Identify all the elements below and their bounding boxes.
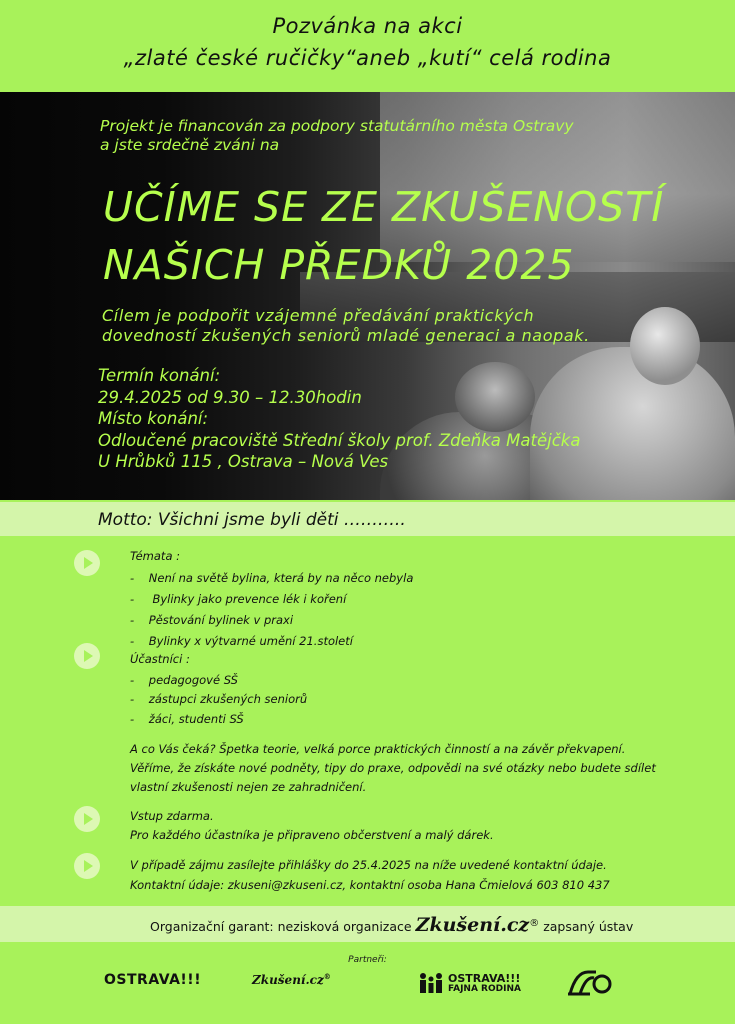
- contact-line-1: V případě zájmu zasílejte přihlášky do 25.4.2025 na níže uvedené kontaktní údaje.: [130, 858, 607, 872]
- expect-line-2: Věříme, že získáte nové podněty, tipy do praxe, odpovědi na své otázky nebo budete sdílet: [130, 761, 656, 775]
- header-line-2: „zlaté české ručičky“aneb „kutí“ celá rodina: [123, 46, 612, 70]
- list-item: - Bylinky jako prevence lék i koření: [130, 592, 347, 606]
- goal-line-1: Cílem je podpořit vzájemné předávání praktických: [102, 306, 535, 325]
- term-label: Termín konání:: [98, 366, 221, 385]
- list-item: - žáci, studenti SŠ: [130, 712, 244, 726]
- play-bullet-icon: [74, 806, 100, 832]
- term-value: 29.4.2025 od 9.30 – 12.30hodin: [98, 387, 362, 407]
- event-title-line-2: NAŠICH PŘEDKŮ 2025: [103, 241, 575, 289]
- intro-line-2: a jste srdečně zváni na: [100, 136, 280, 154]
- event-info: [98, 365, 580, 473]
- list-item: - Pěstování bylinek v praxi: [130, 613, 294, 627]
- place-line-2: U Hrůbků 115 , Ostrava – Nová Ves: [98, 452, 389, 471]
- play-bullet-icon: [74, 550, 100, 576]
- play-bullet-icon: [74, 853, 100, 879]
- event-title-line-1: UČÍME SE ZE ZKUŠENOSTÍ: [103, 183, 665, 231]
- topics-label: Témata :: [130, 549, 181, 563]
- zkuseni-logo: Zkušení.cz®: [252, 972, 331, 987]
- ostrava-logo: OSTRAVA!!!: [104, 972, 202, 988]
- contact-line-2: Kontaktní údaje: zkuseni@zkuseni.cz, kontaktní osoba Hana Čmielová 603 810 437: [130, 878, 610, 892]
- logo3-bottom: FAJNA RODINA: [448, 984, 521, 994]
- entry-line-1: Vstup zdarma.: [130, 809, 214, 823]
- place-label: Místo konání:: [98, 409, 209, 428]
- organizer-line: [150, 914, 633, 936]
- organizer-brand-logo: Zkušení.cz: [415, 914, 530, 936]
- place-line-1: Odloučené pracoviště Střední školy prof. Zdeňka Matějčka: [98, 430, 581, 450]
- motto: Motto: Všichni jsme byli děti ………..: [98, 510, 406, 530]
- expect-line-1: A co Vás čeká? Špetka teorie, velká porce praktických činností a na závěr překvapení.: [130, 742, 626, 756]
- registered-mark: ®: [529, 917, 540, 929]
- participants-label: Účastníci :: [130, 652, 190, 666]
- goal-line-2: dovedností zkušených seniorů mladé generaci a naopak.: [102, 326, 590, 345]
- list-item: - pedagogové SŠ: [130, 673, 238, 687]
- family-icon: [418, 972, 444, 994]
- list-item: - Není na světě bylina, která by na něco nebyla: [130, 571, 414, 585]
- header-line-1: Pozvánka na akci: [272, 14, 463, 38]
- logo3-top: OSTRAVA!!!: [448, 972, 521, 985]
- goal-text: [102, 306, 590, 346]
- entry-line-2: Pro každého účastníka je připraveno občerstvení a malý dárek.: [130, 828, 494, 842]
- expect-line-3: vlastní zkušenosti nejen ze zahradničení.: [130, 780, 367, 794]
- intro-line-1: Projekt je financován za podpory statutárního města Ostravy: [100, 117, 574, 135]
- intro-text: [100, 117, 574, 155]
- school-logo: [566, 966, 614, 998]
- organizer-prefix: Organizační garant: nezisková organizace: [150, 919, 412, 934]
- list-item: - Bylinky x výtvarné umění 21.století: [130, 634, 353, 648]
- play-bullet-icon: [74, 643, 100, 669]
- list-item: - zástupci zkušených seniorů: [130, 692, 308, 706]
- organizer-suffix: zapsaný ústav: [543, 919, 634, 934]
- partners-label: Partneři:: [348, 955, 387, 965]
